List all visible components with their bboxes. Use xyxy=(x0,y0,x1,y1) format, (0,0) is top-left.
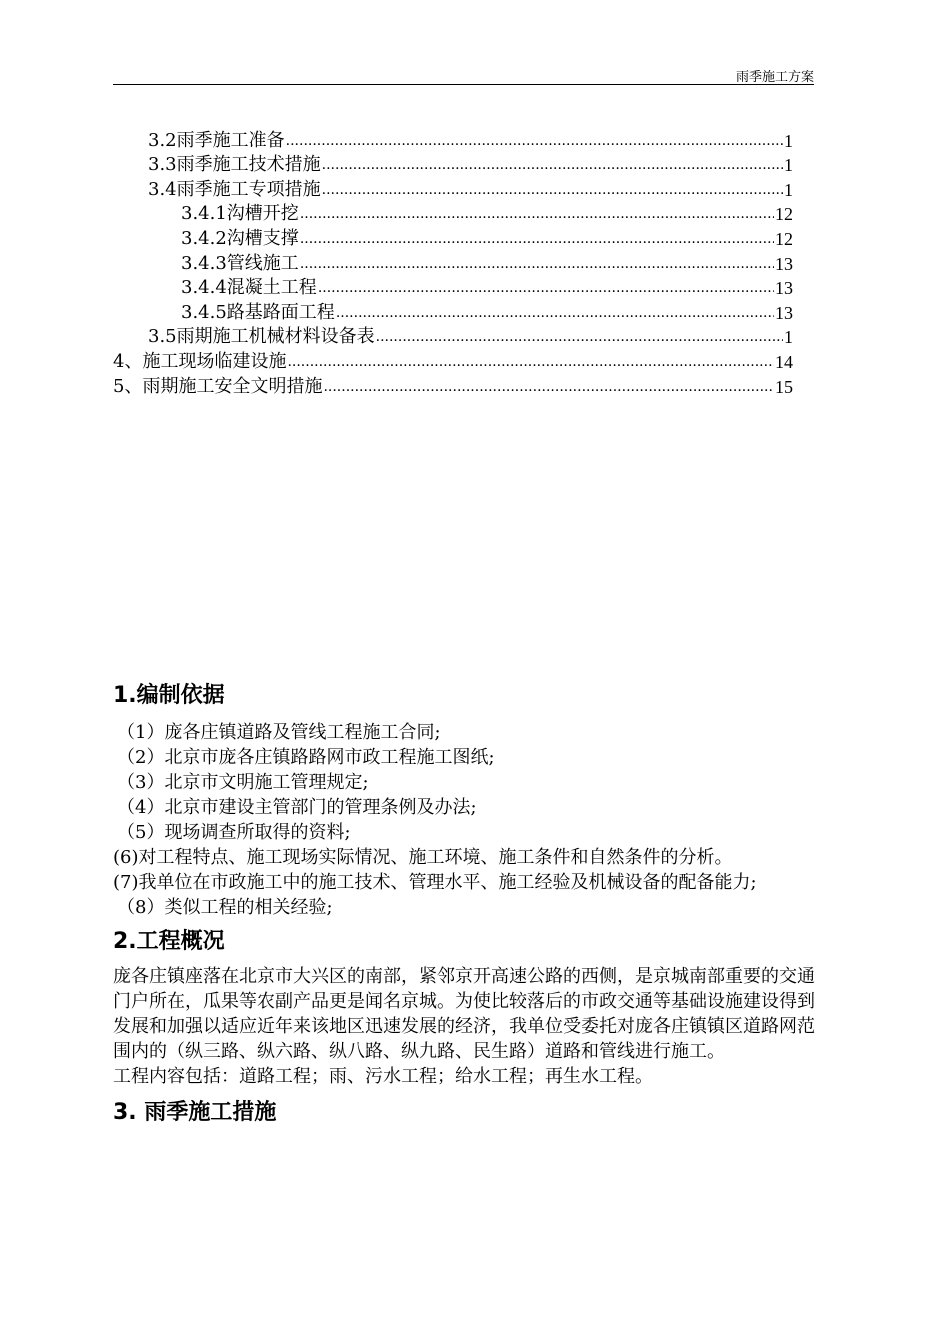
list-item: （1）庞各庄镇道路及管线工程施工合同; xyxy=(117,722,441,743)
toc-entry[interactable] xyxy=(113,275,793,300)
toc-entry[interactable] xyxy=(113,324,793,349)
toc-leader-dots xyxy=(336,305,774,321)
toc-entry-page: 1 xyxy=(784,327,793,348)
toc-entry[interactable] xyxy=(113,299,793,324)
toc-entry[interactable] xyxy=(113,250,793,275)
toc-entry-page: 12 xyxy=(775,228,793,249)
toc-entry-page: 14 xyxy=(775,351,793,372)
toc-entry[interactable] xyxy=(113,225,793,250)
toc-entry-page: 13 xyxy=(775,253,793,274)
header-title: 雨季施工方案 xyxy=(735,70,814,85)
toc-entry-page: 12 xyxy=(775,204,793,225)
toc-entry-page: 13 xyxy=(775,278,793,299)
toc-entry[interactable] xyxy=(113,127,793,152)
toc-entry[interactable] xyxy=(113,348,793,373)
toc-entry[interactable] xyxy=(113,152,793,177)
toc-leader-dots xyxy=(300,231,774,247)
toc-entry-title: 3.2雨季施工准备 xyxy=(148,129,285,151)
toc-entry-page: 1 xyxy=(784,179,793,200)
section-heading-overview: 2.工程概况 xyxy=(113,929,225,954)
toc-entry-page: 1 xyxy=(784,130,793,151)
section-heading-basis: 1.编制依据 xyxy=(113,683,225,708)
toc-entry[interactable] xyxy=(113,373,793,398)
toc-entry-title: 3.4.5路基路面工程 xyxy=(181,301,335,323)
toc-entry-page: 15 xyxy=(775,376,793,397)
toc-leader-dots xyxy=(322,182,783,198)
toc-entry[interactable] xyxy=(113,176,793,201)
toc-entry-title: 3.4.3管线施工 xyxy=(181,252,299,274)
toc-leader-dots xyxy=(323,379,774,395)
toc-entry-title: 3.4.2沟槽支撑 xyxy=(181,227,299,249)
list-item: （2）北京市庞各庄镇路路网市政工程施工图纸; xyxy=(117,747,495,768)
list-item: （8）类似工程的相关经验; xyxy=(117,897,333,918)
toc-entry-page: 13 xyxy=(775,302,793,323)
toc-entry-title: 5、雨期施工安全文明措施 xyxy=(113,375,323,397)
toc-entry-title: 3.4.4混凝土工程 xyxy=(181,277,317,299)
toc-entry-title: 3.4雨季施工专项措施 xyxy=(148,178,321,200)
list-item: （4）北京市建设主管部门的管理条例及办法; xyxy=(117,797,477,818)
overview-paragraph: 庞各庄镇座落在北京市大兴区的南部，紧邻京开高速公路的西侧，是京城南部重要的交通门户所在，瓜果等农副产品更是闻名京城。为使比较落后的市政交通等基础设施建设得到发展和加强以适应近年来该地区迅速发展的经济，我单位受委托对庞各庄镇镇区道路网范围内的（纵三路、纵六路、纵八路、纵九路、民生路）道路和管线进行施工。 xyxy=(113,966,815,1062)
toc-entry[interactable] xyxy=(113,201,793,226)
toc-leader-dots xyxy=(318,280,774,296)
table-of-contents xyxy=(113,127,793,398)
toc-entry-title: 3.3雨季施工技术措施 xyxy=(148,154,321,176)
toc-leader-dots xyxy=(286,133,783,149)
document-body xyxy=(113,682,815,1127)
toc-entry-page: 1 xyxy=(784,155,793,176)
list-item: (6)对工程特点、施工现场实际情况、施工环境、施工条件和自然条件的分析。 xyxy=(113,847,733,868)
scope-paragraph: 工程内容包括：道路工程；雨、污水工程；给水工程；再生水工程。 xyxy=(113,1066,653,1087)
toc-entry-title: 3.5雨期施工机械材料设备表 xyxy=(148,326,375,348)
toc-leader-dots xyxy=(300,256,774,272)
section-heading-rain-measures: 3. 雨季施工措施 xyxy=(113,1100,277,1125)
toc-leader-dots xyxy=(287,354,774,370)
basis-list xyxy=(113,720,815,920)
header-rule xyxy=(113,84,814,85)
list-item: （5）现场调查所取得的资料; xyxy=(117,822,351,843)
toc-leader-dots xyxy=(300,206,774,222)
toc-leader-dots xyxy=(376,329,783,345)
toc-entry-title: 4、施工现场临建设施 xyxy=(113,350,287,372)
toc-leader-dots xyxy=(322,157,783,173)
list-item: (7)我单位在市政施工中的施工技术、管理水平、施工经验及机械设备的配备能力; xyxy=(113,872,757,893)
toc-entry-title: 3.4.1沟槽开挖 xyxy=(181,203,299,225)
list-item: （3）北京市文明施工管理规定; xyxy=(117,772,369,793)
